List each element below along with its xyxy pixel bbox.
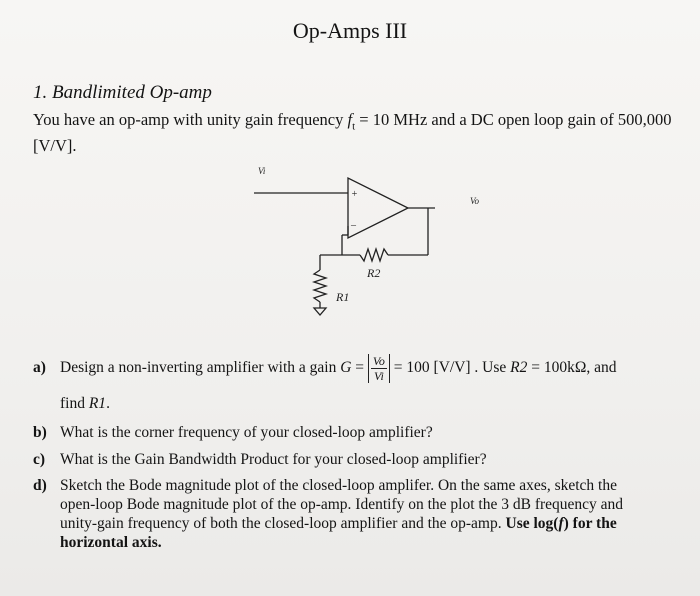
question-d-text: Sketch the Bode magnitude plot of the closed-loop amplifer. On the same axes, sketch the open-loop Bode magnitude plot of the op-amp. Identify on the plot the 3 dB frequency and unity-gain frequency of both the closed-loop amplifier and the op-amp. [60,477,624,532]
vo-label: Vo [470,196,479,206]
question-a-text-4: find [60,395,89,412]
question-c-text: What is the Gain Bandwidth Product for your closed-loop amplifier? [60,451,487,468]
ground-symbol [314,308,326,315]
intro-text-1: You have an op-amp with unity gain frequency [33,110,348,129]
question-b-label: b) [33,424,47,441]
intro-paragraph [33,110,673,156]
question-c [33,450,673,470]
question-a-text-1: Design a non-inverting amplifier with a gain [60,359,341,377]
question-a-text-5: . [106,395,110,412]
vi-label: Vi [258,166,266,176]
r1-label: R1 [336,290,350,304]
section-heading: 1. Bandlimited Op-amp [33,82,212,103]
circuit-diagram [230,160,490,320]
gain-fraction [368,354,390,383]
r1-resistor [314,270,326,302]
question-a [33,354,673,414]
intro-text-3: [V/V]. [33,136,77,156]
plus-sign: + [351,189,358,200]
minus-sign: – [351,220,356,231]
ft-subscript: t [352,120,356,133]
equals-sign: = [351,359,368,377]
ft-symbol: f [347,110,353,129]
question-d-bold-1: Use log( [505,515,559,532]
intro-text-2: = 10 MHz and a DC open loop gain of 500,000 [355,110,672,129]
question-b [33,423,673,443]
question-d-bold-2: ) for the horizontal axis. [60,515,617,551]
question-d [33,476,673,556]
question-d-label: d) [33,477,47,494]
gain-symbol: G [340,359,352,377]
r2-symbol: R2 [510,359,528,377]
page-title: Op-Amps III [292,18,408,43]
question-a-text-2: = 100 [V/V] . Use [389,359,511,377]
question-d-bold-f: f [558,515,564,532]
question-a-label: a) [33,359,46,376]
r1-symbol: R1 [88,395,107,412]
fraction-denominator: Vi [374,369,384,383]
r2-label: R2 [367,266,381,280]
opamp-triangle [348,178,408,238]
fraction-numerator: Vo [372,354,385,368]
question-c-label: c) [33,451,46,468]
question-a-text-3: = 100kΩ, and [527,359,617,377]
question-b-text: What is the corner frequency of your closed-loop amplifier? [60,424,433,441]
r2-resistor [360,249,388,261]
